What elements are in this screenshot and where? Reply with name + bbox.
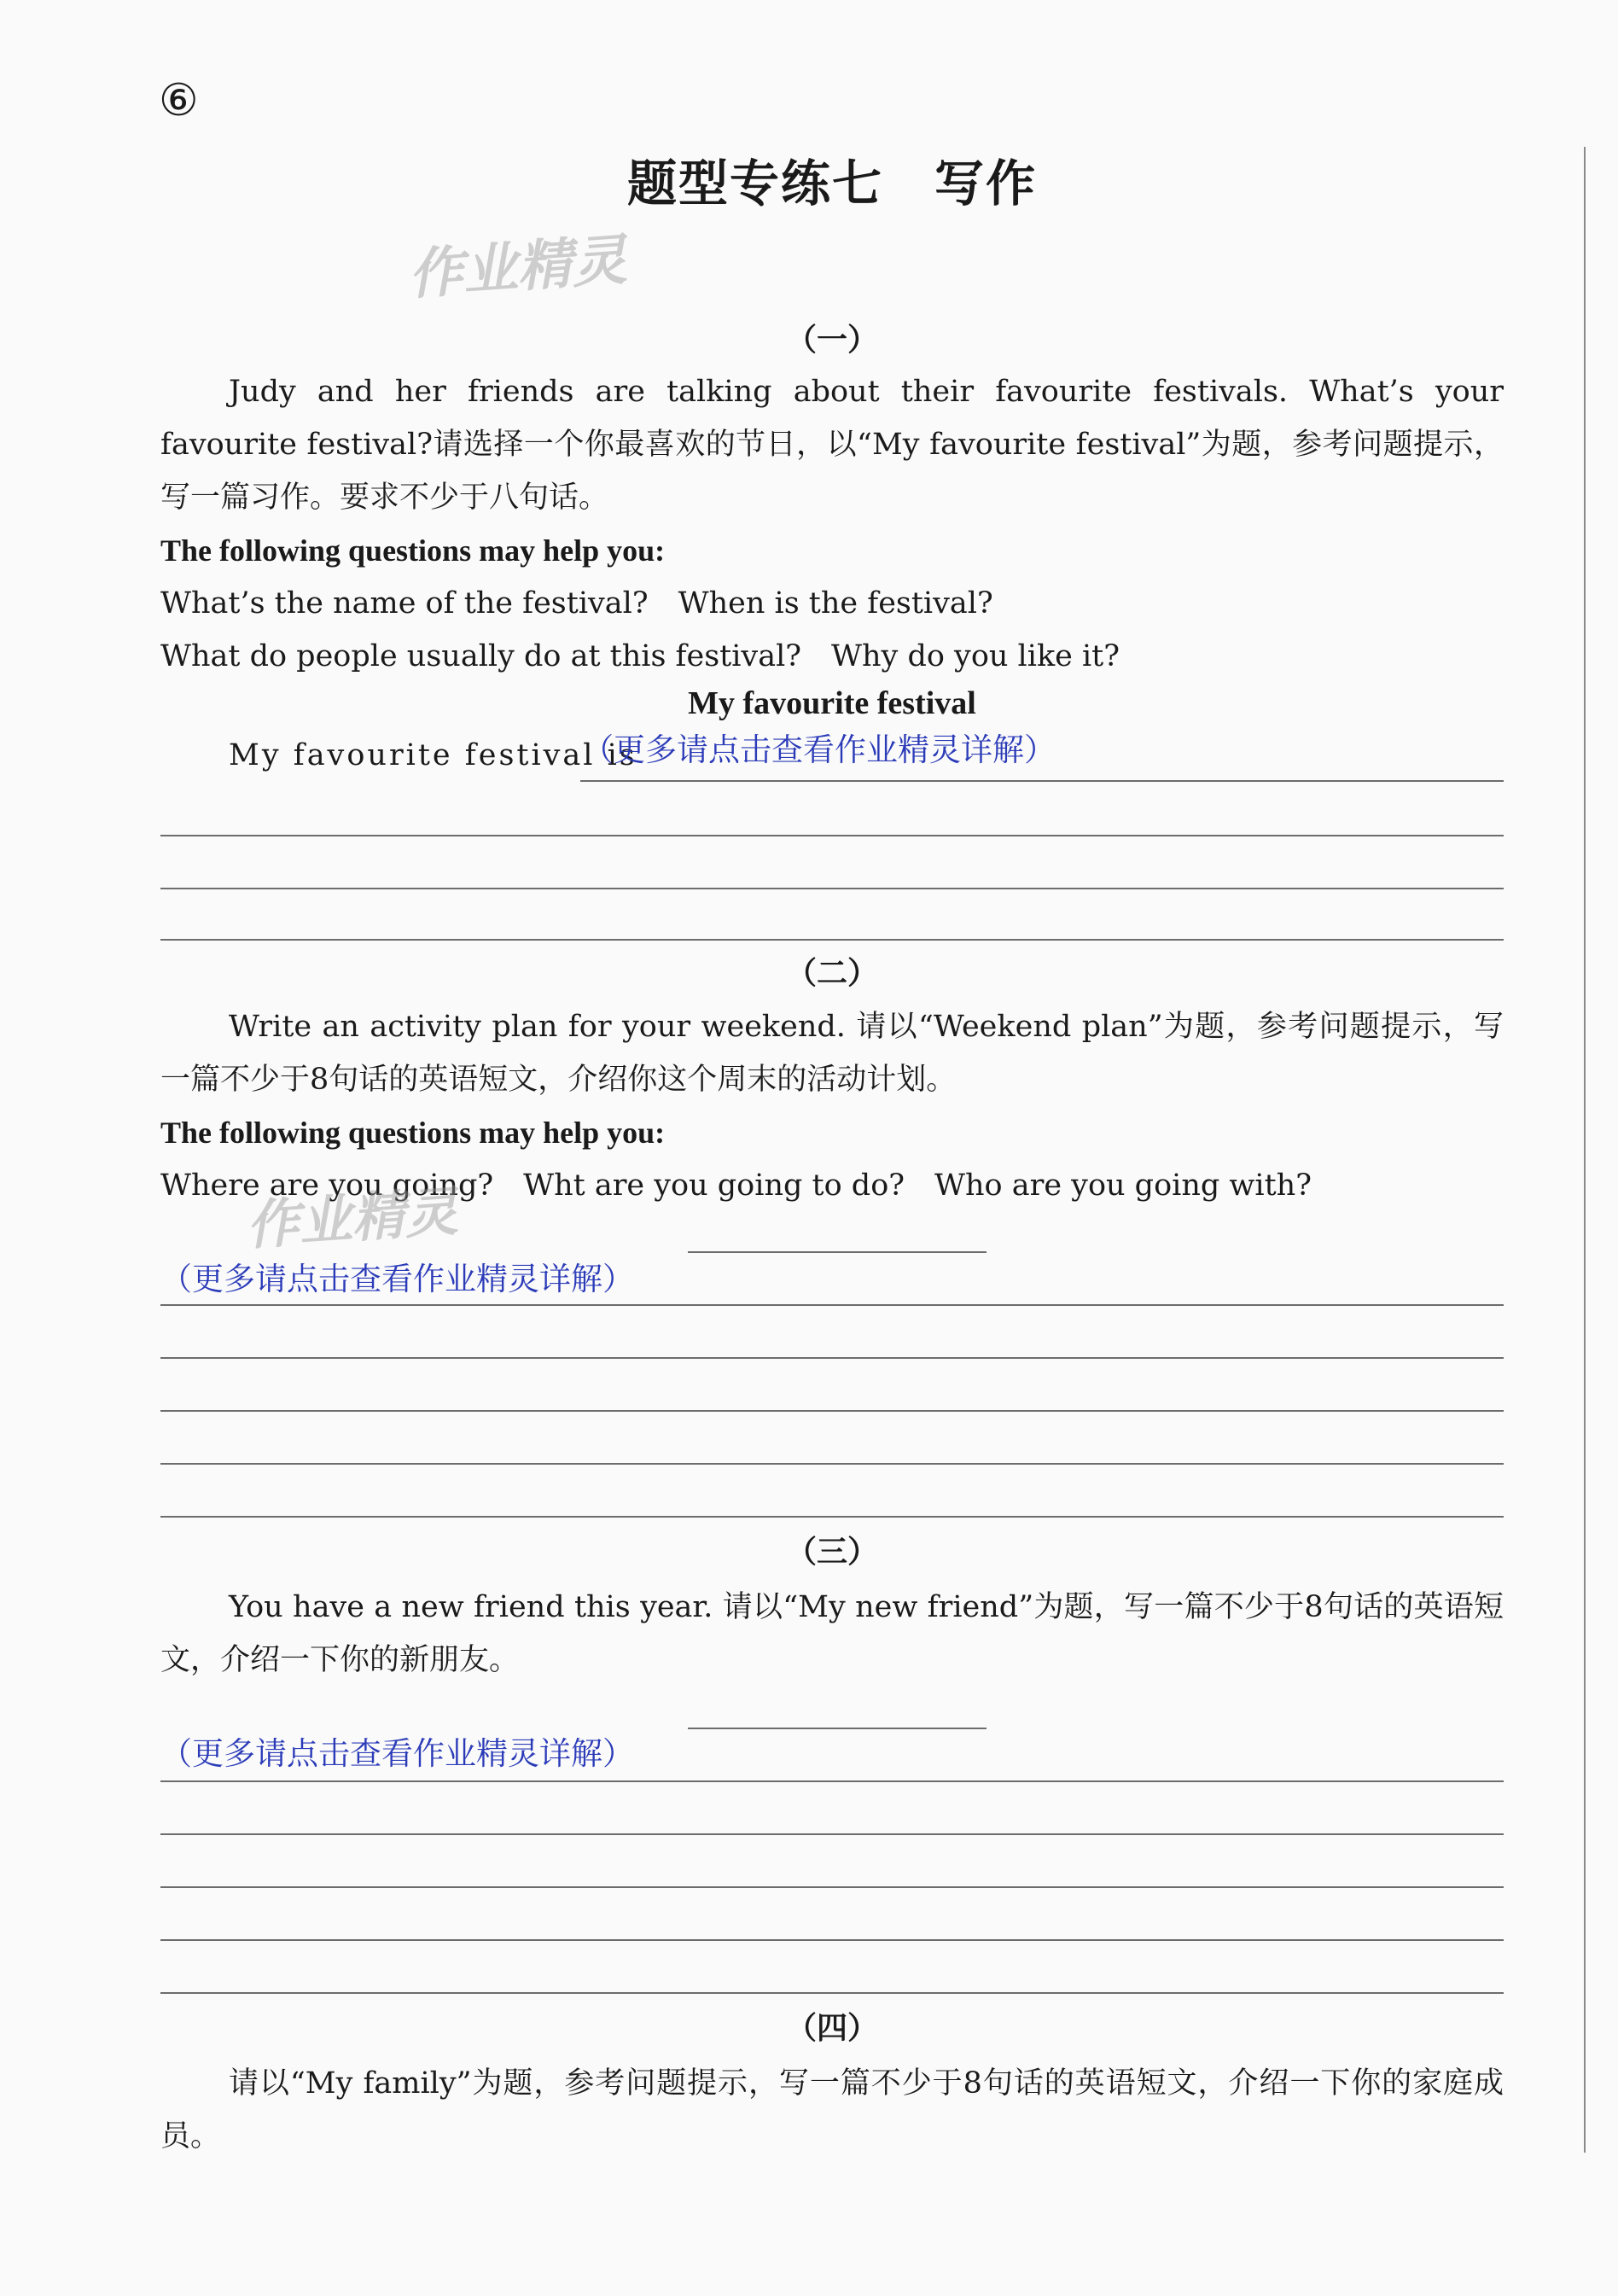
section-1-question-2: What do people usually do at this festival? Why do you like it? <box>160 639 1120 673</box>
section-4-heading: （四） <box>785 2010 878 2046</box>
writing-line[interactable] <box>160 835 1504 836</box>
section-1-question-1: What’s the name of the festival? When is the festival? <box>160 586 993 621</box>
page-title: 题型专练七 写作 <box>626 154 1037 213</box>
writing-line[interactable] <box>160 888 1504 889</box>
more-details-link-1[interactable]: （更多请点击查看作业精灵详解） <box>582 731 1056 768</box>
section-3-prompt: You have a new friend this year. 请以“My new friend”为题，写一篇不少于8句话的英语短文，介绍一下你的新朋友。 <box>160 1590 1504 1677</box>
writing-line[interactable] <box>160 1463 1504 1465</box>
watermark-text: 作业精灵 <box>406 229 629 307</box>
writing-line[interactable] <box>160 1939 1504 1941</box>
writing-line[interactable] <box>160 939 1504 941</box>
section-1-help-label: The following questions may help you: <box>160 533 666 568</box>
writing-line[interactable] <box>580 780 1504 782</box>
writing-line[interactable] <box>160 1780 1504 1782</box>
more-details-link-2[interactable]: （更多请点击查看作业精灵详解） <box>160 1261 634 1297</box>
page-edge-line <box>1584 147 1586 2153</box>
section-2-question-1: Where are you going? Wht are you going to do? Who are you going with? <box>160 1168 1312 1203</box>
watermark-text: 作业精灵 <box>244 1180 460 1257</box>
section-1-essay-title: My favourite festival <box>688 685 976 721</box>
writing-line[interactable] <box>160 1410 1504 1412</box>
section-1-prompt: Judy and her friends are talking about their favourite festivals. What’s your favourite festival?请选择一个你最喜欢的节日，以“My favourite festival”为题，参考问题提示，写一篇习作。要求不少于八句话。 <box>160 375 1504 515</box>
writing-line[interactable] <box>160 1886 1504 1888</box>
section-2-prompt: Write an activity plan for your weekend. 请以“Weekend plan”为题，参考问题提示，写一篇不少于8句话的英语短文，介绍你这个周末的活动计划。 <box>160 1010 1504 1097</box>
writing-line[interactable] <box>160 1833 1504 1835</box>
essay-title-blank[interactable] <box>688 1251 987 1253</box>
section-3-heading: （三） <box>785 1534 878 1570</box>
writing-line[interactable] <box>160 1992 1504 1994</box>
section-2-help-label: The following questions may help you: <box>160 1116 666 1150</box>
writing-line[interactable] <box>160 1516 1504 1518</box>
writing-line[interactable] <box>160 1304 1504 1306</box>
writing-line[interactable] <box>160 1357 1504 1359</box>
essay-title-blank[interactable] <box>688 1728 987 1729</box>
more-details-link-3[interactable]: （更多请点击查看作业精灵详解） <box>160 1735 634 1772</box>
section-1-heading: （一） <box>785 322 878 358</box>
page-number: ⑥ <box>159 75 199 126</box>
section-1-essay-start: My favourite festival is <box>229 738 637 772</box>
section-2-heading: （二） <box>785 955 878 991</box>
section-4-prompt: 请以“My family”为题，参考问题提示，写一篇不少于8句话的英语短文，介绍一下你的家庭成员。 <box>160 2066 1504 2153</box>
